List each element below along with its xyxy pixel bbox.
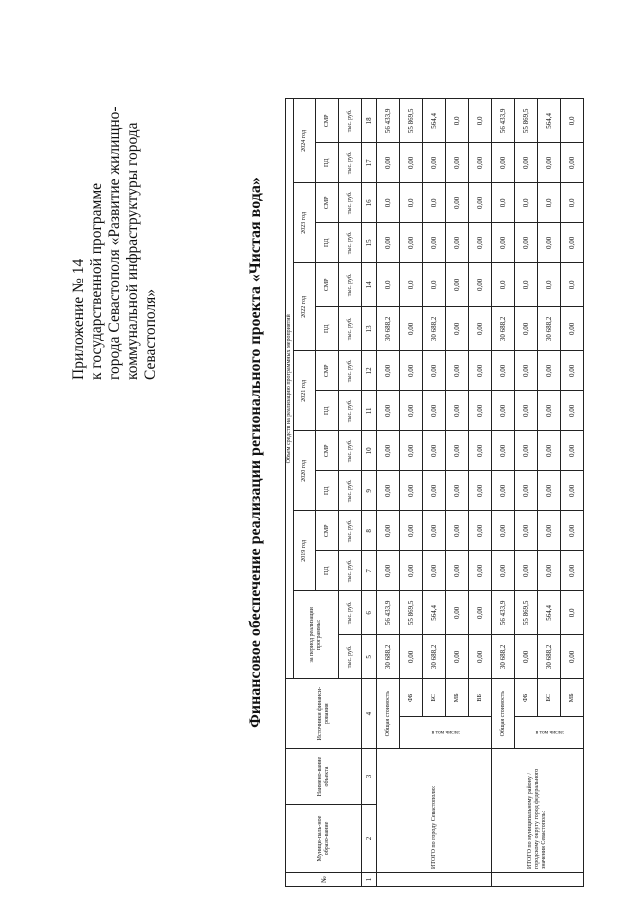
column-number: 7	[362, 551, 377, 591]
value-cell: 0,00	[538, 391, 561, 431]
value-cell: 0,00	[469, 635, 492, 679]
table-row	[492, 99, 515, 887]
header-sources: Источники финанси-рования	[286, 679, 362, 749]
value-cell: 0,00	[469, 511, 492, 551]
value-cell: 0,00	[515, 511, 538, 551]
column-number: 6	[362, 591, 377, 635]
header-object-name: Наимено-вание объекта	[286, 749, 362, 805]
header-year: 2024 год	[294, 99, 316, 183]
header-smr: СМР	[316, 511, 339, 551]
value-cell: 0,00	[561, 635, 584, 679]
column-number: 9	[362, 471, 377, 511]
header-municipality: Муници-паль-ное образо-вание	[286, 805, 362, 873]
header-unit: тыс. руб.	[339, 391, 362, 431]
value-cell: 0,00	[377, 511, 400, 551]
source-label: Общая стоимость	[377, 679, 400, 749]
header-unit: тыс. руб.	[339, 431, 362, 471]
including-label	[515, 717, 584, 749]
value-cell: 0,0	[400, 183, 423, 223]
appendix-line: города Севастополя «Развитие жилищно-	[106, 106, 123, 380]
value-cell: 0,00	[538, 351, 561, 391]
header-volume: Объем средств на реализацию программных мероприятий	[286, 99, 294, 679]
row-number-cell	[377, 873, 492, 887]
value-cell: 0,00	[377, 551, 400, 591]
header-unit: тыс. руб.	[339, 471, 362, 511]
value-cell: 0,00	[446, 635, 469, 679]
value-cell: 0,00	[377, 143, 400, 183]
value-cell: 0,0	[446, 99, 469, 143]
column-number: 8	[362, 511, 377, 551]
value-cell: 0,00	[446, 351, 469, 391]
value-cell: 0,00	[446, 471, 469, 511]
appendix-note	[70, 50, 160, 380]
value-cell: 0,0	[538, 263, 561, 307]
value-cell: 564,4	[538, 99, 561, 143]
header-unit: тыс. руб.	[339, 511, 362, 551]
value-cell: 0,00	[515, 307, 538, 351]
appendix-line: к государственной программе	[88, 182, 105, 380]
source-label: ВБ	[469, 679, 492, 717]
value-cell: 0,0	[423, 183, 446, 223]
value-cell: 0,00	[377, 391, 400, 431]
header-unit: тыс. руб.	[339, 551, 362, 591]
group-name: ИТОГО по муниципальному району / городскому округу город федерального значения Севастополь:	[492, 749, 584, 873]
source-label: МБ	[561, 679, 584, 717]
finance-table	[285, 98, 584, 887]
header-no: №	[286, 873, 362, 887]
header-unit: тыс. руб.	[339, 263, 362, 307]
value-cell: 0,00	[561, 391, 584, 431]
value-cell: 30 688,2	[538, 635, 561, 679]
column-number: 17	[362, 143, 377, 183]
value-cell: 0,00	[492, 511, 515, 551]
value-cell: 564,4	[538, 591, 561, 635]
value-cell: 564,4	[423, 591, 446, 635]
value-cell: 0,00	[538, 143, 561, 183]
value-cell: 0,00	[446, 511, 469, 551]
value-cell: 0,00	[469, 431, 492, 471]
header-year: 2019 год	[294, 511, 316, 591]
value-cell: 0,00	[492, 223, 515, 263]
value-cell: 55 869,5	[515, 591, 538, 635]
value-cell: 0,0	[561, 591, 584, 635]
value-cell: 0,00	[561, 471, 584, 511]
header-smr: СМР	[316, 183, 339, 223]
value-cell: 0,00	[469, 591, 492, 635]
source-label: ФБ	[400, 679, 423, 717]
value-cell: 0,00	[400, 391, 423, 431]
including-label	[400, 717, 492, 749]
value-cell: 0,00	[492, 351, 515, 391]
value-cell: 0,00	[492, 431, 515, 471]
value-cell: 0,00	[469, 143, 492, 183]
value-cell: 0,00	[515, 471, 538, 511]
header-pd: ПД	[316, 551, 339, 591]
value-cell: 0,00	[492, 143, 515, 183]
column-number: 4	[362, 679, 377, 749]
column-number: 13	[362, 307, 377, 351]
value-cell: 0,00	[561, 431, 584, 471]
document-title: Финансовое обеспечение реализации регионального проекта «Чистая вода»	[247, 177, 264, 728]
value-cell: 30 688,2	[377, 307, 400, 351]
value-cell: 0,00	[538, 511, 561, 551]
value-cell: 0,00	[446, 431, 469, 471]
header-unit: тыс. руб.	[339, 99, 362, 143]
header-smr: СМР	[316, 351, 339, 391]
column-number: 15	[362, 223, 377, 263]
value-cell: 0,00	[400, 511, 423, 551]
value-cell: 0,00	[400, 351, 423, 391]
value-cell: 0,00	[446, 223, 469, 263]
value-cell: 0,00	[515, 143, 538, 183]
value-cell: 0,00	[446, 307, 469, 351]
value-cell: 0,00	[400, 307, 423, 351]
value-cell: 30 688,2	[423, 307, 446, 351]
group-name: ИТОГО по городу Севастополю:	[377, 749, 492, 873]
value-cell: 0,00	[538, 223, 561, 263]
value-cell: 0,00	[515, 551, 538, 591]
column-number: 12	[362, 351, 377, 391]
value-cell: 0,00	[423, 143, 446, 183]
value-cell: 0,0	[515, 183, 538, 223]
header-smr: СМР	[316, 99, 339, 143]
value-cell: 0,00	[515, 635, 538, 679]
value-cell: 0,00	[446, 183, 469, 223]
value-cell: 0,0	[423, 263, 446, 307]
header-unit: тыс. руб.	[339, 635, 362, 679]
header-unit: тыс. руб.	[339, 307, 362, 351]
value-cell: 30 688,2	[492, 307, 515, 351]
column-number: 10	[362, 431, 377, 471]
column-number: 3	[362, 749, 377, 805]
column-number: 1	[362, 873, 377, 887]
value-cell: 0,00	[377, 471, 400, 511]
value-cell: 0,00	[561, 223, 584, 263]
value-cell: 0,00	[469, 351, 492, 391]
value-cell: 0,00	[492, 391, 515, 431]
value-cell: 30 688,2	[423, 635, 446, 679]
value-cell: 0,00	[423, 511, 446, 551]
including-text: в том числе:	[535, 729, 564, 736]
value-cell: 0,00	[492, 471, 515, 511]
value-cell: 0,0	[492, 263, 515, 307]
value-cell: 0,0	[538, 183, 561, 223]
value-cell: 0,00	[561, 307, 584, 351]
value-cell: 0,00	[469, 307, 492, 351]
value-cell: 0,00	[446, 263, 469, 307]
value-cell: 0,00	[538, 471, 561, 511]
value-cell: 0,00	[446, 143, 469, 183]
value-cell: 55 869,5	[400, 99, 423, 143]
value-cell: 0,00	[423, 471, 446, 511]
value-cell: 0,00	[400, 431, 423, 471]
including-text: в том числе:	[431, 729, 461, 736]
value-cell: 0,00	[423, 391, 446, 431]
header-smr: СМР	[316, 431, 339, 471]
header-pd: ПД	[316, 471, 339, 511]
value-cell: 0,00	[469, 551, 492, 591]
value-cell: 0,00	[515, 391, 538, 431]
value-cell: 0,00	[515, 223, 538, 263]
value-cell: 0,00	[446, 551, 469, 591]
header-unit: тыс. руб.	[339, 591, 362, 635]
value-cell: 0,00	[469, 391, 492, 431]
value-cell: 56 433,9	[492, 591, 515, 635]
header-unit: тыс. руб.	[339, 143, 362, 183]
value-cell: 0,00	[515, 351, 538, 391]
value-cell: 0,00	[400, 143, 423, 183]
value-cell: 30 688,2	[377, 635, 400, 679]
value-cell: 0,00	[538, 431, 561, 471]
header-period-total: за период реализации программы:	[294, 591, 339, 679]
header-smr: СМР	[316, 263, 339, 307]
source-label: ФБ	[515, 679, 538, 717]
column-number: 2	[362, 805, 377, 873]
value-cell: 0,00	[400, 471, 423, 511]
source-label: Общая стоимость	[492, 679, 515, 749]
value-cell: 0,00	[561, 351, 584, 391]
value-cell: 30 688,2	[492, 635, 515, 679]
source-label: БС	[538, 679, 561, 717]
value-cell: 0,00	[492, 551, 515, 591]
value-cell: 0,00	[469, 223, 492, 263]
row-number-cell	[492, 873, 584, 887]
value-cell: 0,0	[561, 263, 584, 307]
value-cell: 0,00	[400, 551, 423, 591]
column-number: 16	[362, 183, 377, 223]
value-cell: 56 433,9	[377, 99, 400, 143]
value-cell: 0,0	[469, 99, 492, 143]
header-pd: ПД	[316, 391, 339, 431]
value-cell: 30 688,2	[538, 307, 561, 351]
value-cell: 0,00	[423, 223, 446, 263]
header-year: 2020 год	[294, 431, 316, 511]
value-cell: 0,00	[561, 143, 584, 183]
value-cell: 56 433,9	[377, 591, 400, 635]
value-cell: 0,0	[400, 263, 423, 307]
column-number: 18	[362, 99, 377, 143]
header-unit: тыс. руб.	[339, 351, 362, 391]
source-label: МБ	[446, 679, 469, 717]
value-cell: 0,0	[561, 183, 584, 223]
value-cell: 0,00	[377, 223, 400, 263]
value-cell: 0,00	[469, 183, 492, 223]
header-pd: ПД	[316, 143, 339, 183]
value-cell: 0,00	[469, 471, 492, 511]
appendix-line: коммунальной инфраструктуры города	[124, 122, 141, 380]
value-cell: 0,00	[515, 431, 538, 471]
header-year: 2021 год	[294, 351, 316, 431]
value-cell: 0,00	[561, 511, 584, 551]
value-cell: 56 433,9	[492, 99, 515, 143]
value-cell: 0,0	[377, 263, 400, 307]
value-cell: 0,0	[515, 263, 538, 307]
column-number: 11	[362, 391, 377, 431]
header-year: 2022 год	[294, 263, 316, 351]
value-cell: 55 869,5	[400, 591, 423, 635]
appendix-line: Севастополя»	[142, 288, 159, 380]
value-cell: 0,0	[561, 99, 584, 143]
value-cell: 0,00	[400, 635, 423, 679]
column-number: 14	[362, 263, 377, 307]
value-cell: 55 869,5	[515, 99, 538, 143]
value-cell: 0,00	[538, 551, 561, 591]
value-cell: 0,00	[561, 551, 584, 591]
header-unit: тыс. руб.	[339, 223, 362, 263]
value-cell: 0,00	[423, 551, 446, 591]
value-cell: 0,00	[423, 351, 446, 391]
header-row	[286, 99, 294, 887]
appendix-line: Приложение № 14	[70, 258, 87, 380]
source-label: БС	[423, 679, 446, 717]
value-cell: 564,4	[423, 99, 446, 143]
value-cell: 0,0	[492, 183, 515, 223]
header-year: 2023 год	[294, 183, 316, 263]
header-unit: тыс. руб.	[339, 183, 362, 223]
value-cell: 0,0	[377, 183, 400, 223]
header-pd: ПД	[316, 223, 339, 263]
value-cell: 0,00	[377, 431, 400, 471]
value-cell: 0,00	[446, 591, 469, 635]
value-cell: 0,00	[446, 391, 469, 431]
value-cell: 0,00	[400, 223, 423, 263]
column-number: 5	[362, 635, 377, 679]
header-pd: ПД	[316, 307, 339, 351]
value-cell: 0,00	[469, 263, 492, 307]
column-numbers-row	[362, 99, 377, 887]
table-row	[377, 99, 400, 887]
value-cell: 0,00	[377, 351, 400, 391]
value-cell: 0,00	[423, 431, 446, 471]
